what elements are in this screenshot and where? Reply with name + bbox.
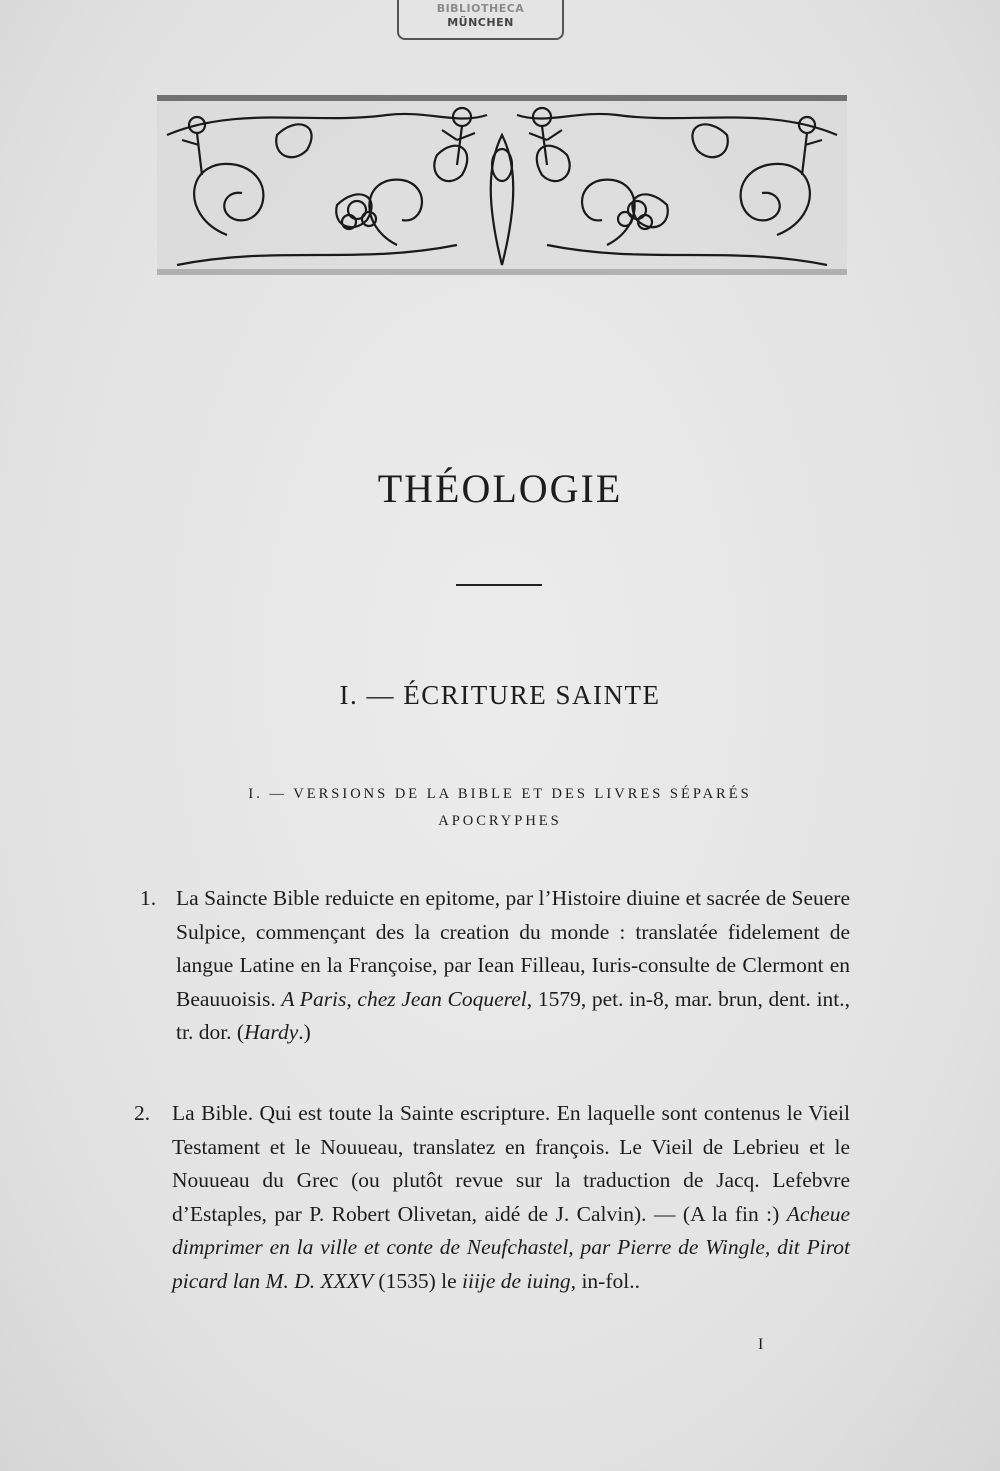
entry-text: La Bible. Qui est toute la Sainte escripture. En laquelle sont contenus le Vieil Testament et le Nouueau, translatez en françois. Le Vieil de Lebrieu et le Nouueau du Grec (ou plutôt revue sur la traduction de Jacq. Lefebvre d’Estaples, par P. Robert Olivetan, aidé de J. Calvin). — (A la fin :) — [172, 1101, 850, 1226]
entry-format: in-fol.. — [581, 1268, 640, 1293]
title-rule — [456, 584, 542, 586]
subsection-heading — [150, 781, 850, 835]
entry-colophon: Acheue dimprimer en la ville et conte de Neufchastel, par Pierre de Wingle, dit Pirot picard lan M. D. XXXV — [172, 1201, 851, 1293]
catalog-entry — [140, 882, 851, 1050]
stamp-line-1: BIBLIOTHECA — [436, 2, 525, 15]
page-title: THÉOLOGIE — [377, 466, 623, 511]
stamp-line-2: MÜNCHEN — [447, 16, 514, 29]
entry-number: 1. — [140, 886, 157, 910]
entry-imprint: A Paris, chez Jean Coquerel, — [281, 986, 533, 1011]
section-heading: I. — ÉCRITURE SAINTE — [339, 680, 661, 710]
page-number: I — [758, 1336, 764, 1353]
entry-number: 2. — [134, 1101, 151, 1125]
subsection-line-2: APOCRYPHES — [438, 813, 562, 829]
ornamental-headpiece-icon — [157, 95, 847, 275]
entry-text: La Saincte Bible reduicte en epitome, par l’Histoire diuine et sacrée de Seuere Sulpice, commençant des la creation du monde : translatée fidelement de langue Latine en la Françoise, par Iean Filleau, Iuris-consulte de Clermont en Beauuoisis. — [176, 886, 850, 1011]
library-stamp — [397, 0, 564, 40]
entry-details: 1579, pet. in-8, mar. brun, dent. int., tr. dor. ( — [176, 986, 851, 1045]
entry-date: (1535) le — [378, 1268, 457, 1293]
entry-closing: .) — [298, 1020, 311, 1045]
entry-binder: Hardy — [244, 1020, 299, 1045]
catalog-entry — [134, 1097, 851, 1299]
entry-day: iiije de iuing, — [462, 1268, 577, 1293]
subsection-line-1: I. — VERSIONS DE LA BIBLE ET DES LIVRES SÉPARÉS — [248, 786, 752, 802]
